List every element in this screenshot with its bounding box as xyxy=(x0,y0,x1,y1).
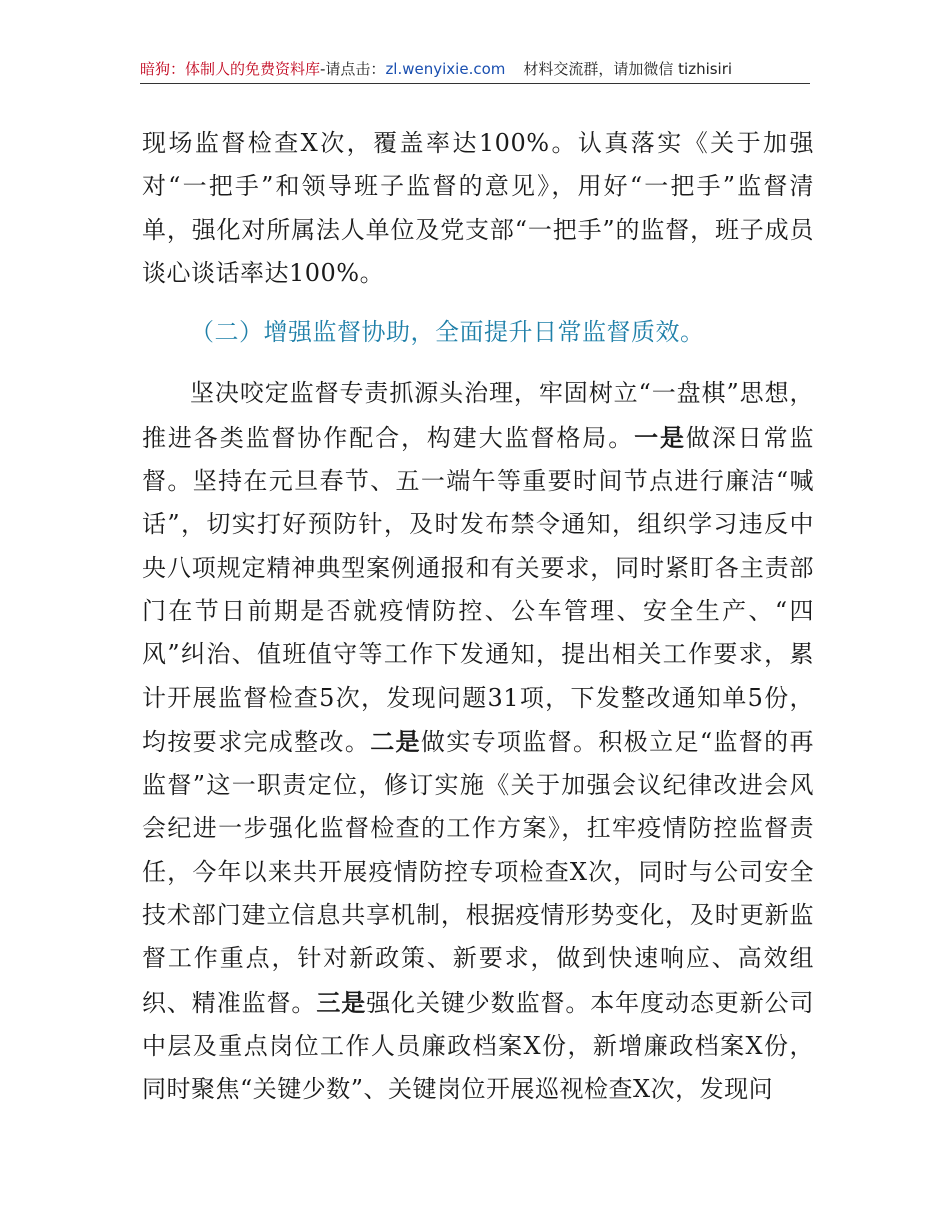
paragraph-2-item-2: 做实专项监督。积极立足“监督的再监督”这一职责定位，修订实施《关于加强会议纪律改进会风会纪进一步强化监督检查的工作方案》，扛牢疫情防控监督责任，今年以来共开展疫情防控专项检查X次，同时与公司安全技术部门建立信息共享机制，根据疫情形势变化，及时更新监督工作重点，针对新政策、新要求，做到快速响应、高效组织、精准监督。 xyxy=(142,727,815,1017)
marker-third: 三是 xyxy=(316,987,367,1017)
marker-second: 二是 xyxy=(370,726,421,756)
header-url-link[interactable]: zl.wenyixie.com xyxy=(385,60,506,78)
header-brand: 暗狗：体制人的免费资料库 xyxy=(140,60,321,78)
paragraph-2-intro: 坚决咬定监督专责抓源头治理，牢固树立“一盘棋”思想，推进各类监督协作配合，构建大监督格局。 xyxy=(142,379,814,452)
paragraph-2-item-3: 强化关键少数监督。本年度动态更新公司中层及重点岗位工作人员廉政档案X份，新增廉政档案X份，同时聚焦“关键少数”、关键岗位开展巡视检查X次，发现问 xyxy=(142,988,815,1104)
header-click-prefix: -请点击： xyxy=(320,60,386,78)
marker-first: 一是 xyxy=(634,422,686,452)
paragraph-1: 现场监督检查X次，覆盖率达100%。认真落实《关于加强对“一把手”和领导班子监督的意见》，用好“一把手”监督清单，强化对所属法人单位及党支部“一把手”的监督，班子成员谈心谈话率达100%。 xyxy=(142,129,814,287)
page-header xyxy=(140,56,810,82)
header-wechat-note: 材料交流群，请加微信 tizhisiri xyxy=(523,60,733,78)
document-body xyxy=(142,122,814,1112)
section-heading-2: （二）增强监督协助，全面提升日常监督质效。 xyxy=(190,318,705,347)
paragraph-2 xyxy=(142,372,814,1111)
paragraph-2-item-1: 做深日常监督。坚持在元旦春节、五一端午等重要时间节点进行廉洁“喊话”，切实打好预防针，及时发布禁令通知，组织学习违反中央八项规定精神典型案例通报和有关要求，同时紧盯各主责部门在节日前期是否就疫情防控、公车管理、安全生产、“四风”纠治、值班值守等工作下发通知，提出相关工作要求，累计开展监督检查5次，发现问题31项，下发整改通知单5份，均按要求完成整改。 xyxy=(142,423,815,756)
header-divider xyxy=(140,83,810,84)
